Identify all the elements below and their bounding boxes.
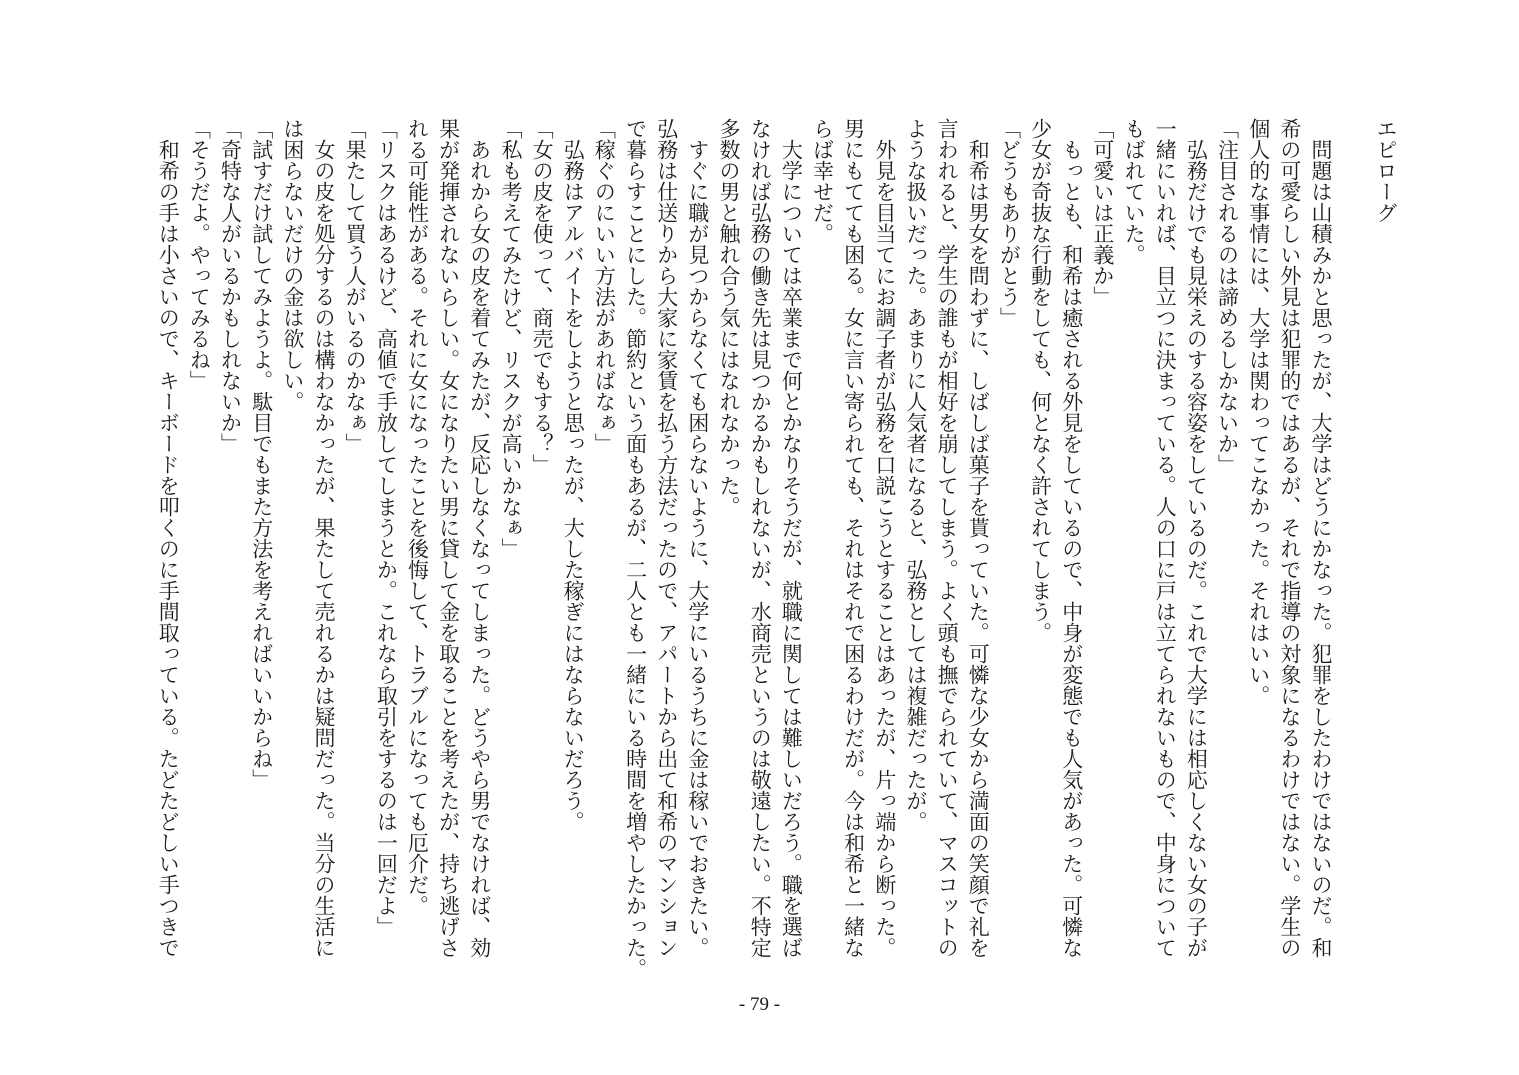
text-line: 外見を目当てにお調子者が弘務を口説こうとすることはあったが、片っ端から断った。 (872, 139, 897, 958)
text-line: れる可能性がある。それに女になったことを後悔して、トラブルになっても厄介だ。 (405, 118, 430, 916)
text-line: 女の皮を処分するのは構わなかったが、果たして売れるかは疑問だった。当分の生活に (312, 139, 336, 958)
text-line: は困らないだけの金は欲しい。 (280, 118, 305, 412)
text-line: 弘務はアルバイトをしようと思ったが、大した稼ぎにはならないだろう。 (561, 139, 586, 832)
text-line: 「私も考えてみたけど、リスクが高いかなぁ」 (498, 118, 523, 559)
text-line: 「稼ぐのにいい方法があればなぁ」 (592, 118, 617, 454)
text-line: 弘務は仕送りから大家に家賃を払う方法だったので、アパートから出て和希のマンション (654, 118, 679, 958)
page-number: - 79 - (738, 994, 781, 1015)
text-line: なければ弘務の働き先は見つかるかもしれないが、水商売というのは敬遠したい。不特定 (748, 118, 773, 958)
text-line: 少女が奇抜な行動をしても、何となく許されてしまう。 (1028, 118, 1053, 643)
text-line: 「注目されるのは諦めるしかないか」 (1215, 118, 1240, 475)
text-line: 弘務だけでも見栄えのする容姿をしているのだ。これで大学には相応しくない女の子が (1184, 139, 1209, 958)
text-line: 「そうだよ。やってみるね」 (187, 118, 212, 391)
text-line: 希の可愛らしい外見は犯罪的ではあるが、それで指導の対象になるわけではない。学生の (1277, 118, 1302, 958)
text-line: 個人的な事情には、大学は関わってこなかった。それはいい。 (1246, 118, 1271, 706)
text-line: 「試すだけ試してみようよ。駄目でもまた方法を考えればいいからね」 (249, 118, 274, 790)
body-text (152, 118, 1336, 979)
text-line: 「果たして買う人がいるのかなぁ」 (343, 118, 368, 454)
text-line: もばれていた。 (1122, 118, 1147, 265)
text-line: 「どうもありがとう」 (997, 118, 1022, 328)
text-line: 言われると、学生の誰もが相好を崩してしまう。よく頭も撫でられていて、マスコットの (935, 118, 960, 958)
text-line: もっとも、和希は癒される外見をしているので、中身が変態でも人気があった。可憐な (1059, 139, 1084, 958)
text-line: 男にもてても困る。女に言い寄られても、それはそれで困るわけだが。今は和希と一緒な (841, 118, 866, 958)
text-line: 大学については卒業まで何とかなりそうだが、就職に関しては難しいだろう。職を選ば (779, 139, 804, 958)
text-line: 「可愛いは正義か」 (1090, 118, 1115, 307)
text-line: 果が発揮されないらしい。女になりたい男に貸して金を取ることを考えたが、持ち逃げさ (436, 118, 461, 958)
text-line: 和希の手は小さいので、キーボードを叩くのに手間取っている。たどたどしい手つきで (156, 139, 181, 958)
chapter-title: エピローグ (1374, 118, 1398, 223)
text-line: ような扱いだった。あまりに人気者になると、弘務としては複雑だったが。 (903, 118, 928, 832)
text-line: 一緒にいれば、目立つに決まっている。人の口に戸は立てられないもので、中身について (1153, 118, 1178, 958)
text-line: 「リスクはあるけど、高値で手放してしまうとか。これなら取引をするのは一回だよ」 (374, 118, 399, 937)
text-line: 和希は男女を問わずに、しばしば菓子を貰っていた。可憐な少女から満面の笑顔で礼を (966, 139, 991, 958)
text-line: すぐに職が見つからなくても困らないように、大学にいるうちに金は稼いでおきたい。 (685, 139, 710, 958)
text-line: 問題は山積みかと思ったが、大学はどうにかなった。犯罪をしたわけではないのだ。和 (1309, 139, 1333, 958)
text-line: 「奇特な人がいるかもしれないか」 (218, 118, 243, 454)
text-line: らば幸せだ。 (810, 118, 835, 244)
text-line: あれから女の皮を着てみたが、反応しなくなってしまった。どうやら男でなければ、効 (467, 139, 492, 958)
text-line: 「女の皮を使って、商売でもする？」 (530, 118, 555, 475)
text-line: で暮らすことにした。節約という面もあるが、二人とも一緒にいる時間を増やしたかった。 (623, 118, 648, 979)
text-line: 多数の男と触れ合う気にはなれなかった。 (717, 118, 742, 517)
